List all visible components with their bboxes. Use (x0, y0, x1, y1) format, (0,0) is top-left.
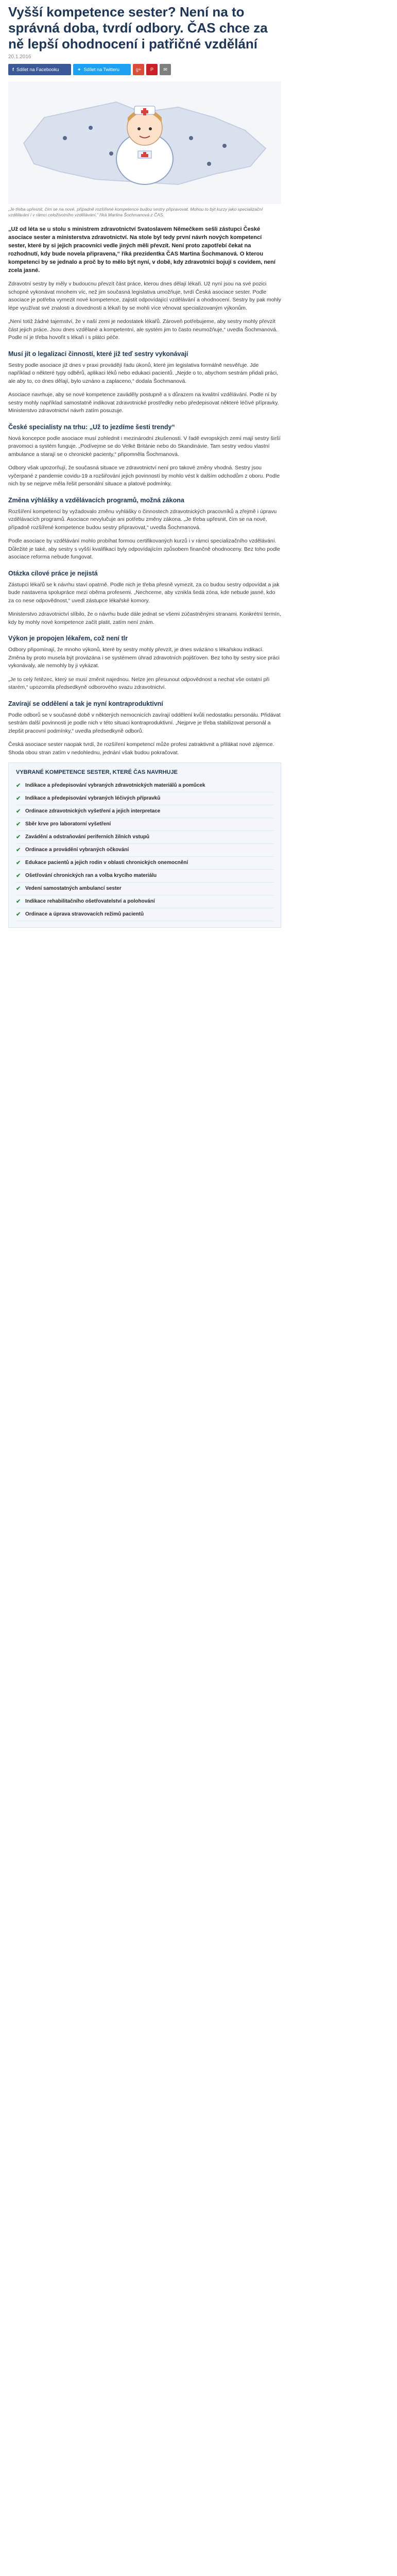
body-paragraph: Podle odborů se v současné době v některých nemocnicích zavírají oddělení kvůli nedostatku personálu. Přidávat sestrám další povinnosti je podle nich v této situaci kontraproduktivní. „Nejprve je třeba stabilizovat personál a zlepšit pracovní podmínky,“ uvedla předsedkyně odborů. (8, 711, 281, 734)
share-bar (8, 64, 281, 75)
competence-item-label: Ordinace zdravotnických vyšetření a jejich interpretace (25, 808, 161, 814)
body-paragraph: „Je to celý řetězec, který se musí změnit najednou. Nelze jen přesunout odpovědnost a nechat vše ostatní při starém,“ upozornila předsedkyně odborového svazu zdravotnictví. (8, 676, 270, 690)
section-heading: Otázka cílové práce je nejistá (8, 569, 98, 577)
mail-icon: ✉ (163, 66, 167, 72)
share-facebook-button[interactable] (8, 64, 71, 75)
body-paragraph: Sestry podle asociace již dnes v praxi provádějí řadu úkonů, které jim legislativa formálně nesvěřuje. Jde například o některé typy odběrů, aplikaci léků nebo edukaci pacientů. „Nejde o to, abychom sestrám přidali práci, ale aby to, co dnes dělají, bylo uznáno a zaplaceno,“ dodala Šochmanová. (8, 362, 279, 384)
competence-item-label: Zavádění a odstraňování periferních žilních vstupů (25, 834, 150, 840)
competence-item (16, 895, 273, 908)
article-date: 20.1.2016 (8, 54, 31, 60)
check-icon: ✔ (16, 783, 21, 789)
competence-item-label: Vedení samostatných ambulancí sester (25, 886, 122, 891)
check-icon: ✔ (16, 873, 21, 879)
section-heading: Výkon je propojen lékařem, což není tlr (8, 635, 128, 642)
competence-item-label: Indikace rehabilitačního ošetřovatelství a polohování (25, 899, 155, 904)
section-heading: Zavírají se oddělení a tak je nyní kontraproduktivní (8, 700, 163, 707)
twitter-icon: ✦ (77, 66, 81, 72)
competence-item (16, 844, 273, 857)
body-paragraph: Rozšíření kompetencí by vyžadovalo změnu vyhlášky o činnostech zdravotnických pracovníků a zřejmě i úpravu vzdělávacích programů. Asociace nevylučuje ani potřebu změny zákona. „Je třeba upřesnit, čím se na nové, případně rozšířené kompetence budou sestry připravovat,“ uvedla Šochmanová. (8, 508, 277, 531)
section-heading: Změna výhlášky a vzdělávacích programů, možná zákona (8, 496, 184, 504)
competence-item (16, 908, 273, 921)
competence-item-label: Ošetřování chronických ran a volba krycího materiálu (25, 873, 157, 878)
competences-list (16, 779, 273, 921)
share-mail-button[interactable] (160, 64, 171, 75)
competence-item-label: Ordinace a úprava stravovacích režimů pacientů (25, 911, 144, 917)
body-paragraph: Zástupci lékařů se k návrhu staví opatrně. Podle nich je třeba přesně vymezit, za co budou sestry odpovídat a jak bude nastavena spolupráce mezi oběma profesemi. „Nechceme, aby vznikla šedá zóna, kde nebude jasné, kdo za co nese odpovědnost,“ uvedl zástupce lékařské komory. (8, 581, 280, 604)
article-figure (8, 81, 281, 204)
check-icon: ✔ (16, 899, 21, 905)
body-paragraph: Zdravotní sestry by měly v budoucnu převzít část práce, kterou dnes dělají lékaři. Už nyní jsou na své pozici schopné vykonávat mnohem víc, než jim současná legislativa umožňuje, tvrdí Česká asociace sester. Podle asociace je potřeba vymezit nové kompetence, zajistit odpovídající vzdělávání a ohodnocení. Sestry by pak mohly lépe využívat své znalosti a dovednosti a lékaři by se mohli více věnovat specializovaným výkonům. (8, 281, 281, 311)
article-title: Vyšší kompetence sester? Není na to správná doba, tvrdí odbory. ČAS chce za ně lepší ohodnocení i patřičné vzdělání (8, 4, 268, 52)
body-paragraph: Ministerstvo zdravotnictví slíbilo, že o návrhu bude dále jednat se všemi zúčastněnými stranami. Konkrétní termín, kdy by mohly nové kompetence začít platit, zatím není znám. (8, 611, 281, 625)
check-icon: ✔ (16, 795, 21, 802)
body-paragraph: „Není totiž žádné tajemství, že v naší zemi je nedostatek lékařů. Zároveň potřebujeme, aby sestry mohly převzít část jejich práce. Jsou dnes vzdělané a kompetentní, ale systém jim to často neumožňuje,“ uvedla Šochmanová. Podle ní je třeba hovořit s lékaři i s plátci péče. (8, 318, 278, 341)
check-icon: ✔ (16, 886, 21, 892)
body-paragraph: Podle asociace by vzdělávání mohlo probíhat formou certifikovaných kurzů i v rámci specializačního vzdělávání. Důležité je také, aby sestry s vyšší kvalifikací byly odpovídajícím způsobem finančně ohodnoceny. Bez toho podle asociace reforma nebude fungovat. (8, 538, 280, 560)
competence-item (16, 805, 273, 818)
share-twitter-label: Sdílet na Twitteru (83, 67, 119, 72)
article-body (8, 280, 281, 757)
body-paragraph: Česká asociace sester naopak tvrdí, že rozšíření kompetencí může profesi zatraktivnit a přilákat nové zájemce. Shoda obou stran zatím v nedohlednu, jednání však budou pokračovat. (8, 741, 274, 756)
article-lead: „Už od léta se u stolu s ministrem zdravotnictví Svatoslavem Němečkem sešli zástupci České asociace sester a ministerstva zdravotnictví. Na stole byl tedy první návrh nových kompetencí sester, které by si jejich pracovníci vedle jiných měli převzít. Není proto zapotřebí čekat na rozhodnutí, kdy bude novela připravena,“ říká prezidentka ČAS Martina Šochmanová. O kterou kompetenci by se jednalo a proč by to mělo být nyní, v době, kdy zdravotníci bojují s covidem, není zcela jasné. (8, 226, 275, 274)
figure-caption: „Je třeba upřesnit, čím se na nové, případně rozšířené kompetence budou sestry připravovat. Mohou to být kurzy jako specializační vzdělávání i v rámci celoživotního vzdělávání,“ říká Martina Šochmanová z ČAS. (8, 207, 263, 217)
section-heading: Musí jít o legalizaci činností, které již teď sestry vykonávají (8, 350, 188, 358)
check-icon: ✔ (16, 847, 21, 853)
competence-item (16, 857, 273, 870)
check-icon: ✔ (16, 860, 21, 866)
competence-item-label: Edukace pacientů a jejich rodin v oblasti chronických onemocnění (25, 860, 188, 866)
pinterest-icon: P (150, 67, 153, 72)
check-icon: ✔ (16, 911, 21, 918)
body-paragraph: Nová koncepce podle asociace musí zohlednit i mezinárodní zkušenosti. V řadě evropských zemí mají sestry širší pravomoci a systém funguje. „Podívejme se do Velké Británie nebo do Skandinávie. Tam sestry vedou vlastní ambulance a starají se o chronické pacienty,“ připomněla Šochmanová. (8, 435, 281, 457)
section-heading: České specialisty na trhu: „Už to jezdíme šesti trendy“ (8, 423, 175, 431)
competences-box-title: VYBRANÉ KOMPETENCE SESTER, KTERÉ ČAS NAVRHUJE (16, 769, 178, 775)
share-twitter-button[interactable] (73, 64, 131, 75)
body-paragraph: Odbory však upozorňují, že současná situace ve zdravotnictví není pro takové změny vhodná. Sestry jsou vyčerpané z pandemie covidu-19 a rozšiřování jejich povinností by mohlo vést k dalším odchodům z oboru. Podle nich by se nejprve měla řešit personální situace a platové podmínky. (8, 465, 280, 487)
article (8, 0, 281, 928)
competences-box (8, 762, 281, 928)
check-icon: ✔ (16, 808, 21, 815)
competence-item (16, 779, 273, 792)
competence-item (16, 818, 273, 831)
competence-item (16, 870, 273, 883)
body-paragraph: Asociace navrhuje, aby se nové kompetence zaváděly postupně a s důrazem na kvalitní vzdělávání. Podle ní by sestry mohly například samostatně indikovat zdravotnické prostředky nebo předepisovat některé léčivé přípravky. Ministerstvo zdravotnictví návrh zatím posuzuje. (8, 392, 279, 414)
check-icon: ✔ (16, 821, 21, 827)
nurse-map-illustration (8, 81, 281, 204)
competence-item-label: Indikace a předepisování vybraných léčivých přípravků (25, 795, 161, 801)
competence-item (16, 792, 273, 805)
competence-item-label: Ordinace a provádění vybraných očkování (25, 847, 129, 853)
share-facebook-label: Sdílet na Facebooku (16, 67, 59, 72)
share-gplus-button[interactable] (133, 64, 144, 75)
share-pinterest-button[interactable] (146, 64, 158, 75)
body-paragraph: Odbory připomínají, že mnoho výkonů, které by sestry mohly převzít, je dnes svázáno s lékařskou indikací. Změna by proto musela být provázána i se systémem úhrad zdravotních pojišťoven. Bez toho by sestry sice práci vykonávaly, ale nemohly by ji vykázat. (8, 647, 280, 669)
check-icon: ✔ (16, 834, 21, 840)
gplus-icon: g+ (135, 67, 142, 72)
competence-item-label: Indikace a předepisování vybraných zdravotnických materiálů a pomůcek (25, 783, 205, 788)
competence-item (16, 883, 273, 895)
facebook-icon: f (12, 67, 14, 72)
competence-item (16, 831, 273, 844)
competence-item-label: Sběr krve pro laboratorní vyšetření (25, 821, 111, 827)
